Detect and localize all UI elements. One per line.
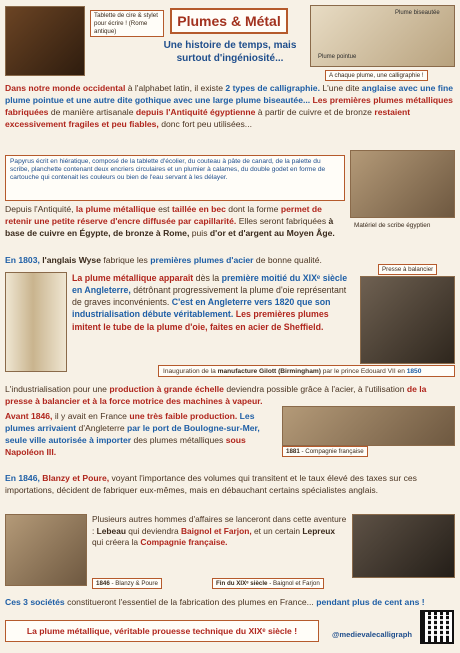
text-span: Plusieurs autres hommes d'affaires se lanceront dans cette aventure : — [92, 514, 347, 536]
text-span: 2 types de calligraphie. — [225, 83, 320, 93]
papyrus-caption-box: Papyrus écrit en hiératique, composé de la tablette d'écolier, du couteau à pâte de canard, de la palette du scribe, planchette contenant deux encriers circulaires et un plumier à calames, du double godet en forme de cartouche qui contenait les couleurs ou bien de l'eau servant à les délayer. — [5, 155, 345, 201]
text-span: Elles seront fabriquées — [236, 215, 329, 226]
workers-1881-photo — [282, 406, 455, 446]
page-title: Plumes & Métal — [170, 8, 288, 34]
text-span: Lebeau — [96, 525, 126, 536]
social-handle[interactable]: @medievalecalligraph — [332, 630, 413, 639]
egyptian-scribe-photo — [350, 150, 455, 218]
text-span: Les plumes arrivaient — [5, 411, 255, 433]
text-span: Inauguration de la — [163, 368, 218, 375]
text-span: fabrique les — [101, 255, 151, 265]
text-span: d'Angleterre — [76, 422, 128, 433]
text-span: C'est en Angleterre vers 1820 que son industrialisation débute véritablement. — [72, 297, 331, 320]
text-span: une très faible production. — [129, 411, 238, 421]
text-span: pendant plus de cent ans ! — [316, 597, 425, 607]
text-span: Baignol et Farjon, — [180, 525, 252, 536]
text-span: deviendra possible grâce à l'acier, à l'utilisation — [223, 384, 407, 394]
text-span: manufacture Gilott (Birmingham) — [217, 368, 321, 375]
steel-pen-photo — [5, 272, 67, 372]
text-span: - Compagnie française — [299, 448, 364, 455]
text-span: L'une dite — [319, 83, 362, 93]
text-span: Fin du XIXᵉ siècle — [216, 580, 268, 587]
text-span: dès la — [193, 273, 222, 283]
text-span: voyant l'importance des volumes qui transitent et le taux élevé des taxes sur ces importations, décident de fabriquer eux-mêmes, mais en débauchant certains spécialistes anglais. — [5, 473, 417, 495]
text-span: donc fort peu utilisées... — [158, 118, 252, 129]
fin-siecle-caption — [212, 578, 324, 589]
conclusion-paragraph — [5, 597, 455, 609]
text-span: En 1846, — [5, 473, 43, 483]
text-span: de la presse à balancier et à la force motrice des machines à vapeur. — [5, 384, 427, 406]
text-span: taillée en bec — [171, 204, 226, 214]
text-span: dont la forme — [225, 204, 281, 214]
text-span: des plumes métalliques — [131, 434, 226, 445]
antiquity-paragraph — [5, 204, 350, 240]
text-span: La plume métallique apparaît — [72, 273, 194, 283]
text-span: depuis l'Antiquité égyptienne — [135, 106, 256, 117]
text-span: Blanzy et Poure, — [42, 473, 110, 483]
text-span: production à grande échelle — [109, 384, 224, 394]
wax-tablet-caption: Tablette de cire & stylet pour écrire ! (Rome antique) — [90, 10, 164, 37]
footer-banner: La plume métallique, véritable prouesse technique du XIXᵉ siècle ! — [5, 620, 319, 642]
text-span: - Baignol et Farjon — [267, 580, 320, 587]
text-span: permet de retenir une petite réserve d'encre diffusée par capillarité. — [5, 204, 322, 226]
text-span: Les premières plumes imitent le tube de la plume d'oie, faites en acier de Sheffield. — [72, 309, 329, 332]
text-span: premières plumes d'acier — [150, 255, 254, 265]
text-span: Compagnie française. — [140, 537, 228, 548]
materiel-caption: Matériel de scribe égyptien — [354, 222, 431, 229]
page-subtitle: Une histoire de temps, mais surtout d'ingéniosité... — [163, 40, 297, 64]
text-span: Depuis l'Antiquité, — [5, 204, 76, 214]
france-paragraph — [5, 411, 275, 458]
text-span: de bonne qualité. — [253, 255, 322, 265]
wyse-paragraph — [5, 255, 375, 267]
text-span: de manière artisanale — [48, 106, 136, 117]
industrial-paragraph — [72, 272, 357, 333]
text-span: il y avait en France — [52, 411, 130, 421]
calligraphy-caption: A chaque plume, une calligraphie ! — [325, 70, 428, 81]
text-span: et un certain — [251, 525, 303, 536]
production-paragraph — [5, 384, 455, 408]
text-span: qui deviendra — [125, 525, 181, 536]
presse-caption: Presse à balancier — [378, 264, 437, 275]
text-span: constitueront l'essentiel de la fabrication des plumes en France... — [64, 597, 317, 607]
text-span: la plume métallique — [75, 204, 156, 214]
text-span: Lepreux — [302, 525, 336, 536]
text-span: Les premières plumes métalliques fabriquées — [5, 94, 453, 117]
text-span: 1846 — [96, 580, 110, 587]
factory-photo — [360, 276, 455, 364]
plume-biseautee-label: Plume biseautée — [395, 10, 440, 16]
businessmen-paragraph — [92, 514, 347, 549]
text-span: L'industrialisation pour une — [5, 384, 110, 394]
text-span: avec une fine plume pointue et une autre dite gothique avec une large plume biseautée... — [5, 83, 454, 105]
text-span: Avant 1846, — [5, 411, 53, 421]
text-span: anglaise — [361, 83, 397, 93]
text-span: Ces 3 sociétés — [5, 597, 65, 607]
text-span: qui créera la — [92, 537, 141, 548]
inauguration-caption — [158, 365, 455, 377]
text-span: restaient excessivement fragiles et peu fiables, — [5, 106, 411, 129]
text-span: à partir de cuivre et de bronze — [255, 106, 375, 117]
text-span: 1850 — [406, 368, 422, 375]
text-span: par le prince Edouard VII en — [320, 368, 407, 375]
text-span: à base de cuivre en Égypte, de bronze à Rome, — [5, 215, 334, 238]
text-span: 1881 — [286, 448, 300, 455]
text-span: - Blanzy & Poure — [109, 580, 158, 587]
text-span: par le port de Boulogne-sur-Mer, — [127, 422, 260, 433]
text-span: Dans notre monde occidental — [5, 83, 126, 93]
qr-code-icon[interactable] — [420, 610, 454, 644]
text-span: En 1803, — [5, 255, 43, 265]
baignol-factory-photo — [352, 514, 455, 578]
blanzy-paragraph — [5, 473, 455, 497]
text-span: est — [155, 204, 172, 214]
text-span: seule ville autorisée à importer — [5, 434, 132, 445]
compagnie-caption — [282, 446, 368, 457]
text-span: l'anglais Wyse — [42, 255, 101, 265]
blanzy-factory-photo — [5, 514, 87, 586]
blanzy-caption — [92, 578, 162, 589]
wax-tablet-photo — [5, 6, 85, 76]
text-span: puis — [189, 227, 210, 238]
plume-pointue-label: Plume pointue — [318, 54, 357, 60]
text-span: à l'alphabet latin, il existe — [125, 83, 226, 93]
text-span: détrônant progressivement la plume d'oie représentant de graves inconvénients. — [72, 285, 347, 308]
text-span: première moitié du XIXᵉ siècle en Angleterre, — [72, 273, 348, 296]
text-span: d'or et d'argent au Moyen Âge. — [209, 227, 335, 238]
text-span: sous Napoléon III. — [5, 434, 246, 457]
intro-paragraph — [5, 83, 455, 130]
